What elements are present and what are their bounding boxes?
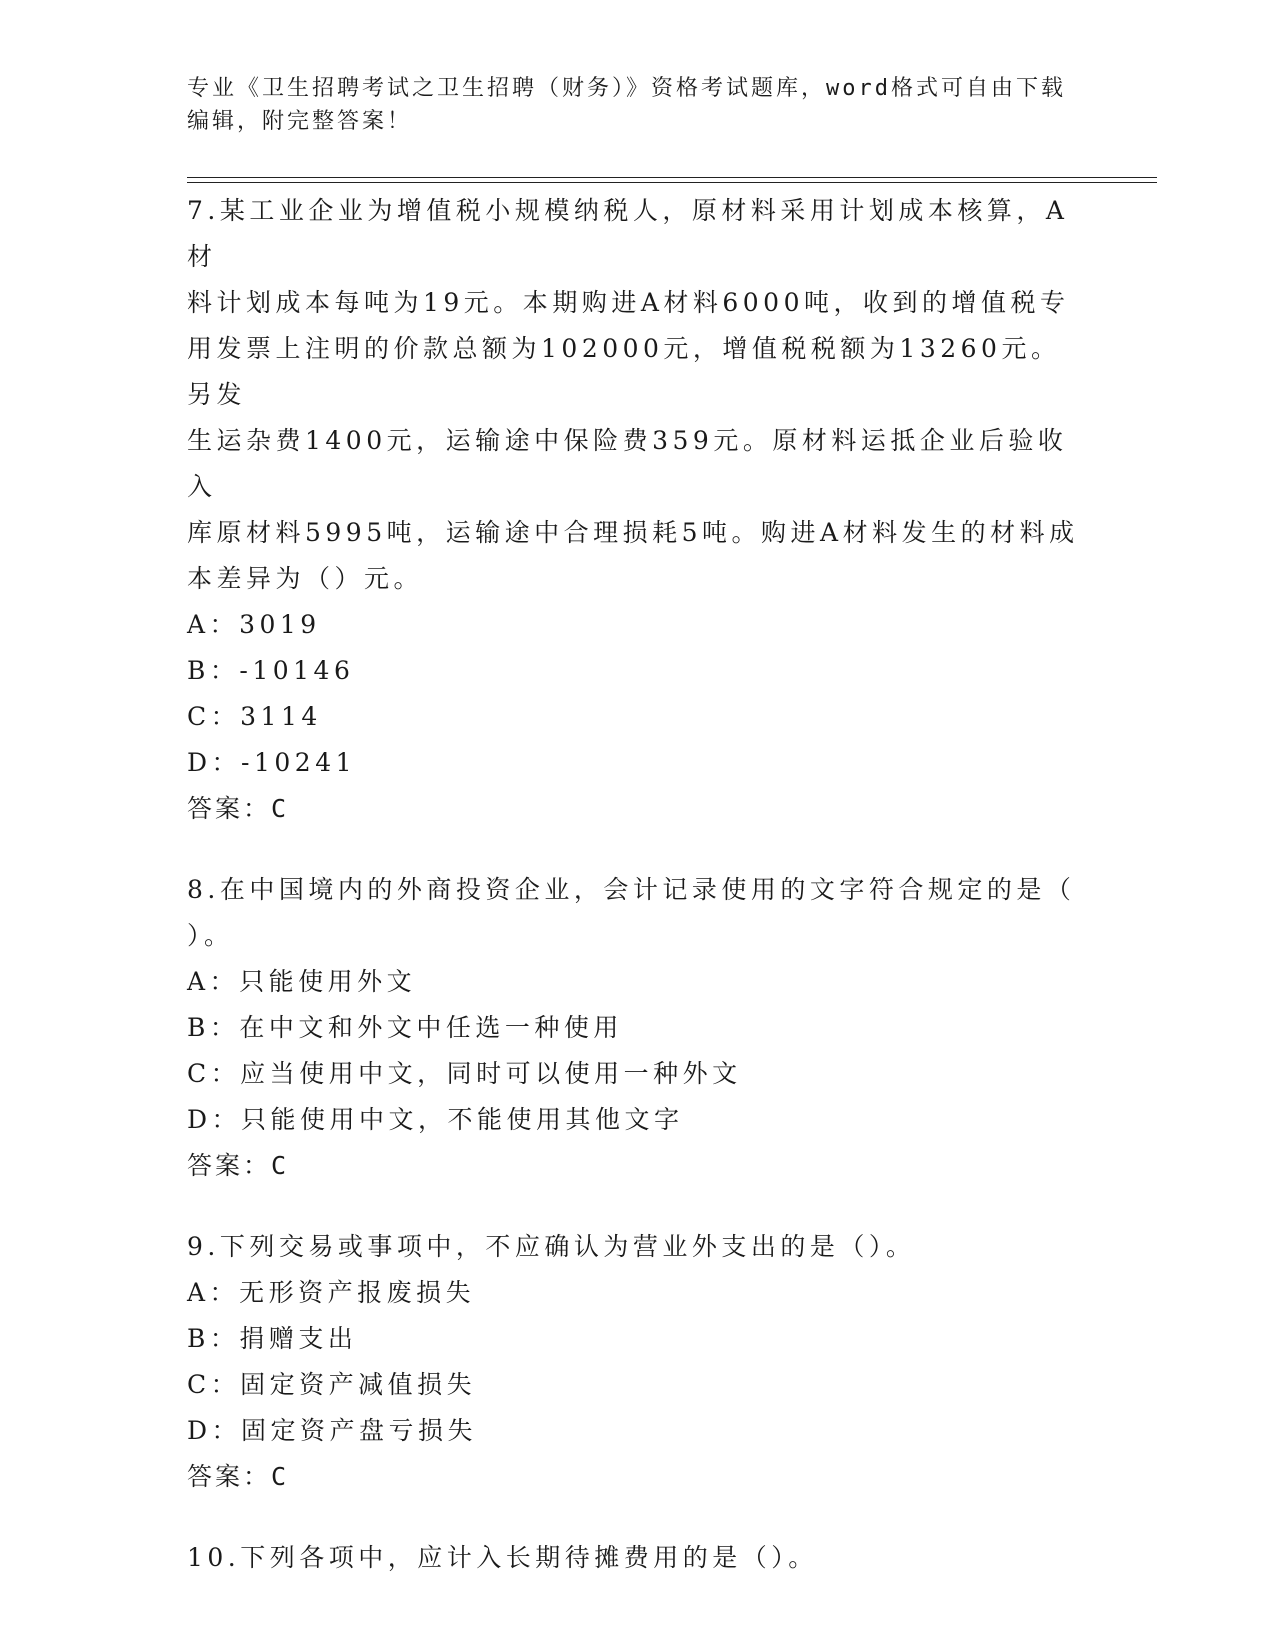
option-c xyxy=(187,1051,1087,1097)
option-text: -10146 xyxy=(239,656,355,685)
option-b xyxy=(187,648,1087,694)
option-label: A： xyxy=(187,610,240,639)
answer-line: 答案：C xyxy=(187,1151,290,1180)
header-line-2: 编辑，附完整答案！ xyxy=(187,109,413,134)
question-stem-line: 7.某工业企业为增值税小规模纳税人，原材料采用计划成本核算，A材 xyxy=(187,196,1069,271)
header-divider-bottom xyxy=(187,182,1157,183)
question-stem-line: 10.下列各项中，应计入长期待摊费用的是（）。 xyxy=(187,1543,818,1572)
option-a xyxy=(187,602,1087,648)
option-a xyxy=(187,1270,1087,1316)
question-8 xyxy=(187,867,1087,1189)
option-c xyxy=(187,694,1087,740)
answer-line: 答案：C xyxy=(187,794,290,823)
answer-line: 答案：C xyxy=(187,1462,290,1491)
option-d xyxy=(187,1097,1087,1143)
option-label: A： xyxy=(187,1278,240,1307)
question-stem-line: 9.下列交易或事项中，不应确认为营业外支出的是（）。 xyxy=(187,1232,916,1261)
option-d xyxy=(187,1408,1087,1454)
header-divider-top xyxy=(187,177,1157,178)
option-b xyxy=(187,1316,1087,1362)
option-label: B： xyxy=(187,656,240,685)
option-text: 无形资产报废损失 xyxy=(239,1278,476,1307)
option-text: 只能使用中文，不能使用其他文字 xyxy=(241,1105,684,1134)
option-text: 3019 xyxy=(239,610,321,639)
option-text: 应当使用中文，同时可以使用一种外文 xyxy=(240,1059,742,1088)
option-label: C： xyxy=(187,1059,241,1088)
question-stem-line: 生运杂费1400元，运输途中保险费359元。原材料运抵企业后验收入 xyxy=(187,426,1068,501)
option-label: B： xyxy=(187,1324,240,1353)
option-label: D： xyxy=(187,1416,242,1445)
option-label: D： xyxy=(187,1105,242,1134)
question-stem-line: ）。 xyxy=(187,921,234,950)
document-header xyxy=(187,72,1067,138)
option-label: C： xyxy=(187,1370,241,1399)
option-text: 固定资产减值损失 xyxy=(240,1370,477,1399)
option-label: D： xyxy=(187,748,242,777)
question-stem-line: 8.在中国境内的外商投资企业，会计记录使用的文字符合规定的是（ xyxy=(187,875,1076,904)
option-text: 只能使用外文 xyxy=(239,967,417,996)
question-7 xyxy=(187,188,1087,832)
option-text: 3114 xyxy=(240,702,322,731)
option-text: 固定资产盘亏损失 xyxy=(241,1416,478,1445)
option-d xyxy=(187,740,1087,786)
question-10 xyxy=(187,1535,1087,1581)
option-a xyxy=(187,959,1087,1005)
question-stem-line: 库原材料5995吨，运输途中合理损耗5吨。购进A材料发生的材料成 xyxy=(187,518,1079,547)
question-stem-line: 本差异为（）元。 xyxy=(187,564,424,593)
question-stem-line: 料计划成本每吨为19元。本期购进A材料6000吨，收到的增值税专 xyxy=(187,288,1070,317)
option-label: A： xyxy=(187,967,240,996)
option-b xyxy=(187,1005,1087,1051)
option-label: C： xyxy=(187,702,241,731)
option-c xyxy=(187,1362,1087,1408)
question-stem-line: 用发票上注明的价款总额为102000元，增值税税额为13260元。另发 xyxy=(187,334,1061,409)
option-text: 捐赠支出 xyxy=(239,1324,358,1353)
option-text: 在中文和外文中任选一种使用 xyxy=(239,1013,623,1042)
option-label: B： xyxy=(187,1013,240,1042)
question-list xyxy=(187,188,1087,1616)
header-line-1: 专业《卫生招聘考试之卫生招聘（财务）》资格考试题库，word格式可自由下载 xyxy=(187,76,1066,101)
question-9 xyxy=(187,1224,1087,1500)
option-text: -10241 xyxy=(241,748,357,777)
